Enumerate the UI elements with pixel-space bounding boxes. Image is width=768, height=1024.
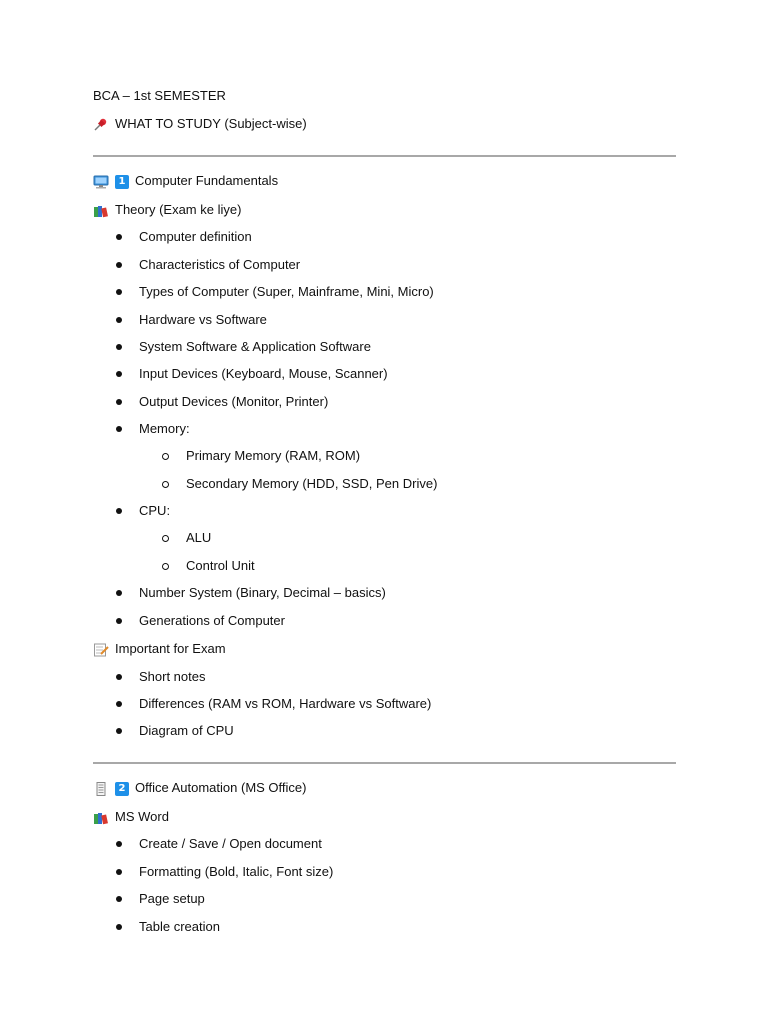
sub-list-item: Secondary Memory (HDD, SSD, Pen Drive) <box>186 476 438 491</box>
sub-bullet-marker <box>162 535 169 542</box>
sub-list-item: ALU <box>186 530 212 545</box>
section1-heading <box>93 173 278 189</box>
horizontal-rule <box>93 155 676 157</box>
sub-bullet-marker <box>162 563 169 570</box>
list-item: CPU: <box>139 503 171 518</box>
desktop-computer-icon <box>93 175 109 189</box>
list-item: Types of Computer (Super, Mainframe, Mini, Micro) <box>139 284 434 299</box>
important-title: Important for Exam <box>115 641 226 656</box>
section2-heading <box>93 780 306 796</box>
bullet-marker <box>116 674 122 680</box>
subtitle-text: WHAT TO STUDY (Subject-wise) <box>115 116 307 131</box>
books-icon <box>93 811 109 825</box>
bullet-marker <box>116 728 122 734</box>
memo-icon <box>93 643 109 657</box>
list-item: Create / Save / Open document <box>139 836 322 851</box>
important-heading <box>93 641 226 657</box>
ms-word-title: MS Word <box>115 809 169 824</box>
bullet-marker <box>116 289 122 295</box>
theory-heading <box>93 202 241 218</box>
list-item: Table creation <box>139 919 220 934</box>
list-item: Memory: <box>139 421 190 436</box>
list-item: Generations of Computer <box>139 613 285 628</box>
list-item: Hardware vs Software <box>139 312 267 327</box>
books-icon <box>93 204 109 218</box>
bullet-marker <box>116 924 122 930</box>
bullet-marker <box>116 234 122 240</box>
list-item: Input Devices (Keyboard, Mouse, Scanner) <box>139 366 388 381</box>
bullet-marker <box>116 426 122 432</box>
bullet-marker <box>116 371 122 377</box>
bullet-marker <box>116 841 122 847</box>
subtitle-line <box>93 116 307 132</box>
list-item: Output Devices (Monitor, Printer) <box>139 394 329 409</box>
keycap-two-icon: 2 <box>115 782 129 796</box>
list-item: Characteristics of Computer <box>139 257 301 272</box>
document-title: BCA – 1st SEMESTER <box>93 88 226 103</box>
document-icon <box>93 782 109 796</box>
list-item: Formatting (Bold, Italic, Font size) <box>139 864 334 879</box>
ms-word-heading <box>93 809 169 825</box>
bullet-marker <box>116 508 122 514</box>
list-item: Differences (RAM vs ROM, Hardware vs Software) <box>139 696 432 711</box>
theory-title: Theory (Exam ke liye) <box>115 202 242 217</box>
pushpin-icon <box>93 118 109 132</box>
horizontal-rule <box>93 762 676 764</box>
bullet-marker <box>116 317 122 323</box>
list-item: Short notes <box>139 669 206 684</box>
list-item: Number System (Binary, Decimal – basics) <box>139 585 386 600</box>
sub-list-item: Primary Memory (RAM, ROM) <box>186 448 361 463</box>
sub-bullet-marker <box>162 453 169 460</box>
list-item: Page setup <box>139 891 205 906</box>
list-item: System Software & Application Software <box>139 339 371 354</box>
section1-title: Computer Fundamentals <box>135 173 279 188</box>
list-item: Diagram of CPU <box>139 723 234 738</box>
bullet-marker <box>116 262 122 268</box>
sub-list-item: Control Unit <box>186 558 255 573</box>
bullet-marker <box>116 618 122 624</box>
bullet-marker <box>116 344 122 350</box>
list-item: Computer definition <box>139 229 252 244</box>
bullet-marker <box>116 590 122 596</box>
bullet-marker <box>116 869 122 875</box>
sub-bullet-marker <box>162 481 169 488</box>
bullet-marker <box>116 896 122 902</box>
bullet-marker <box>116 399 122 405</box>
section2-title: Office Automation (MS Office) <box>135 780 307 795</box>
bullet-marker <box>116 701 122 707</box>
keycap-one-icon: 1 <box>115 175 129 189</box>
